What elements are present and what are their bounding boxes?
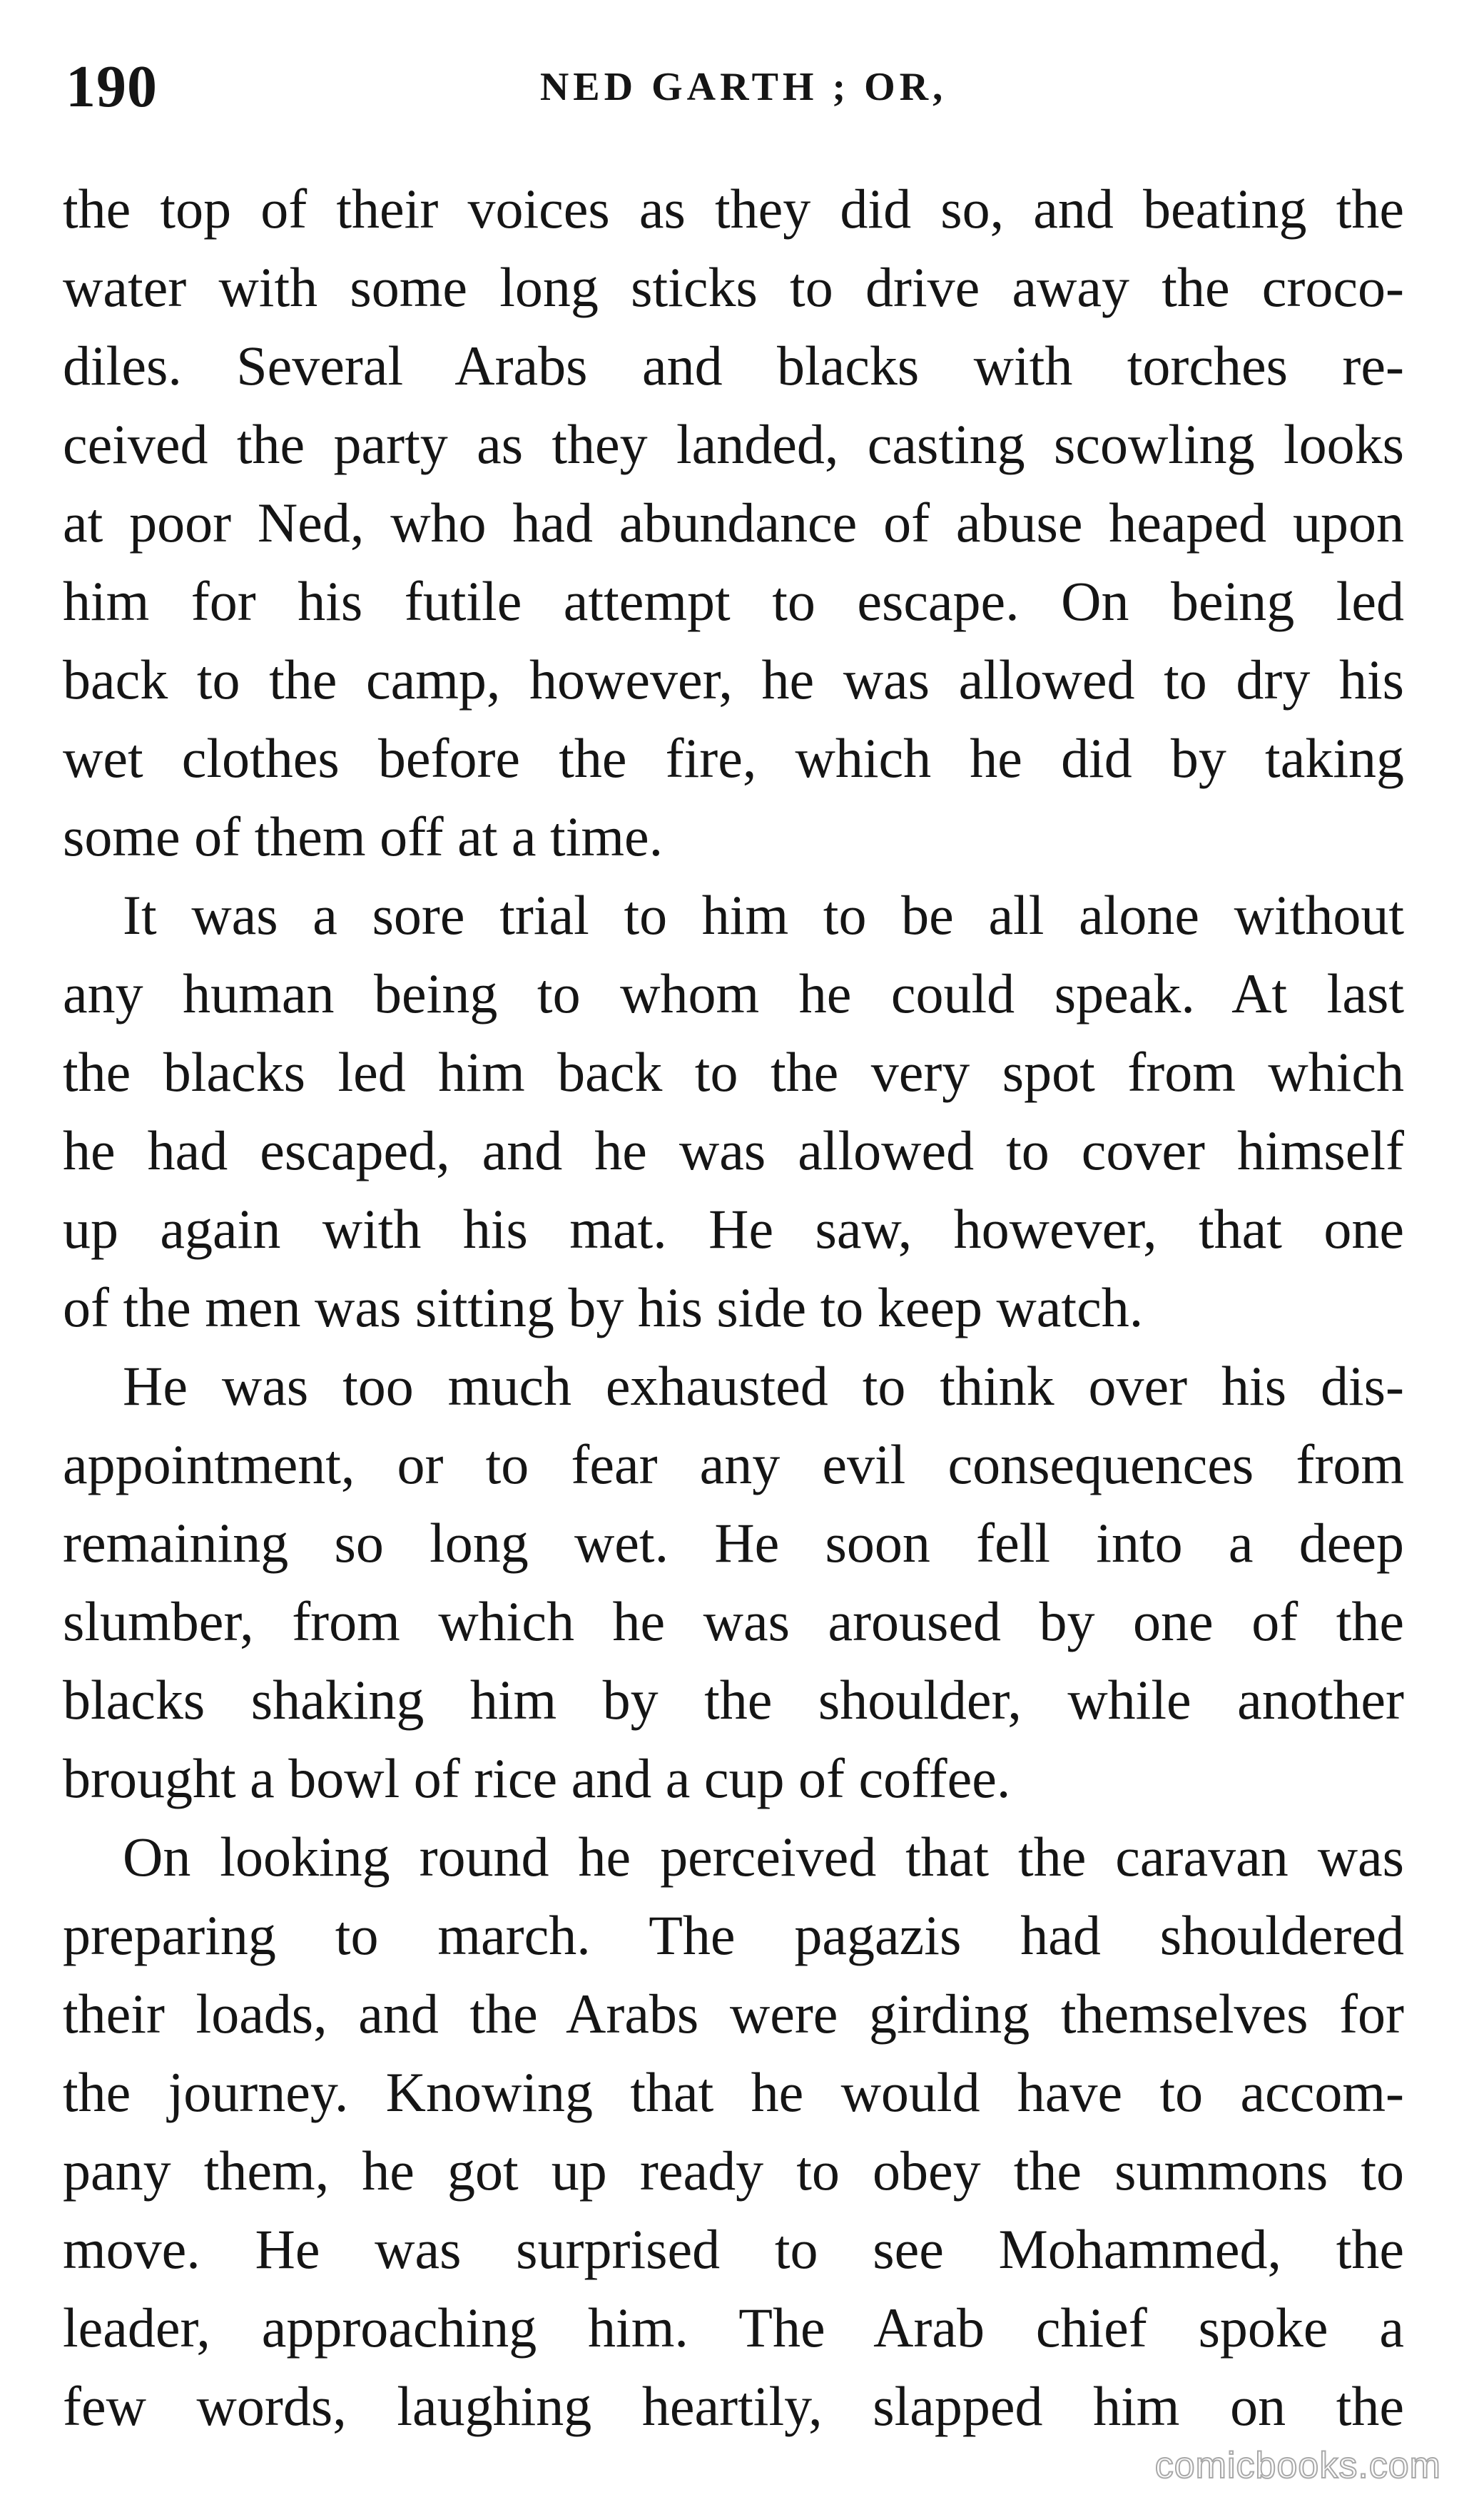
- running-head: [66, 44, 1421, 130]
- text-line: the journey. Knowing that he would have to accom-: [63, 2061, 1404, 2123]
- paragraph: [63, 1818, 1404, 2446]
- text-line: few words, laughing heartily, slapped him on the: [63, 2375, 1404, 2437]
- text-line: their loads, and the Arabs were girding themselves for: [63, 1983, 1404, 2045]
- text-line: water with some long sticks to drive away the croco-: [63, 256, 1404, 318]
- text-line: of the men was sitting by his side to keep watch.: [63, 1276, 1144, 1338]
- text-line: slumber, from which he was aroused by one of the: [63, 1590, 1404, 1652]
- text-line: appointment, or to fear any evil consequences from: [63, 1433, 1404, 1495]
- text-line: pany them, he got up ready to obey the summons to: [63, 2140, 1404, 2202]
- text-line: wet clothes before the fire, which he did by taking: [63, 727, 1404, 789]
- watermark: comicbooks.com: [1154, 2445, 1441, 2486]
- text-line: him for his futile attempt to escape. On being led: [63, 570, 1404, 632]
- text-line: He was too much exhausted to think over his dis-: [123, 1355, 1404, 1417]
- text-line: On looking round he perceived that the caravan was: [123, 1826, 1404, 1888]
- text-line: ceived the party as they landed, casting scowling looks: [63, 413, 1404, 475]
- text-line: blacks shaking him by the shoulder, while another: [63, 1669, 1404, 1731]
- paragraph: [63, 170, 1404, 876]
- body-text: [63, 170, 1404, 2446]
- text-line: any human being to whom he could speak. At last: [63, 962, 1404, 1024]
- text-line: brought a bowl of rice and a cup of coffee.: [63, 1747, 1011, 1809]
- running-title: NED GARTH ; OR,: [539, 65, 947, 109]
- text-line: some of them off at a time.: [63, 805, 664, 868]
- text-line: It was a sore trial to him to be all alone without: [123, 884, 1404, 946]
- text-line: the top of their voices as they did so, and beating the: [63, 178, 1404, 240]
- text-line: remaining so long wet. He soon fell into a deep: [63, 1512, 1404, 1574]
- text-line: he had escaped, and he was allowed to cover himself: [63, 1119, 1404, 1181]
- text-line: back to the camp, however, he was allowed to dry his: [63, 649, 1404, 711]
- text-line: up again with his mat. He saw, however, that one: [63, 1198, 1404, 1260]
- text-line: leader, approaching him. The Arab chief spoke a: [63, 2297, 1404, 2359]
- text-line: preparing to march. The pagazis had shouldered: [63, 1904, 1404, 1966]
- paragraph: [63, 1347, 1404, 1818]
- paragraph: [63, 876, 1404, 1347]
- page-number: 190: [66, 54, 158, 120]
- text-line: diles. Several Arabs and blacks with torches re-: [63, 335, 1404, 397]
- text-line: at poor Ned, who had abundance of abuse heaped upon: [63, 492, 1404, 554]
- text-line: move. He was surprised to see Mohammed, the: [63, 2218, 1404, 2280]
- text-line: the blacks led him back to the very spot from which: [63, 1041, 1404, 1103]
